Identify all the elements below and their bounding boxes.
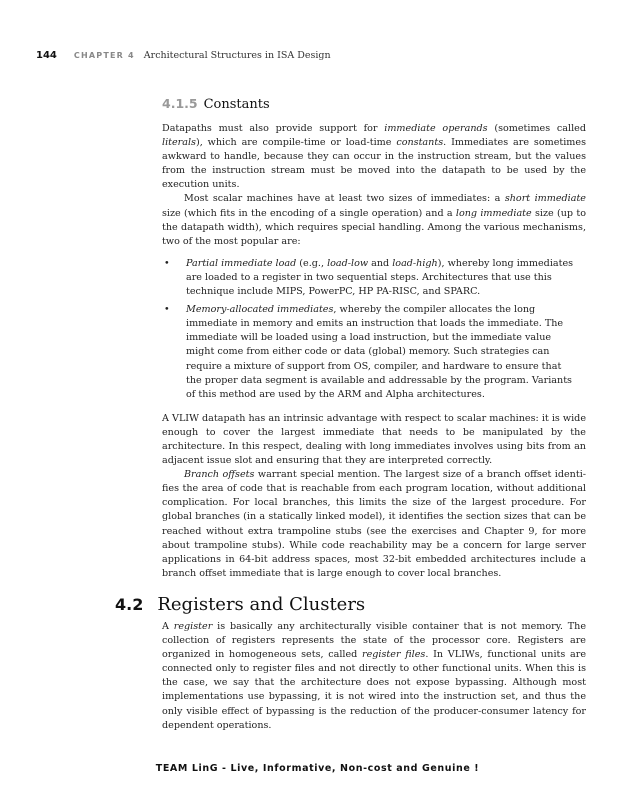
section-heading-4-2 (115, 594, 595, 615)
paragraph-immediate-sizes: Most scalar machines have at least two sizes of immediates: a short immediate size (which fits in the encoding of a single operation) and a long immediate size (up to the datapath width), which requires special handling. Among the various mechanisms, two of the most popular are: (162, 193, 586, 247)
subsection-heading (162, 96, 586, 112)
bullet-marker: • (164, 304, 170, 316)
bullet-marker: • (164, 257, 170, 269)
running-title: Architectural Structures in ISA Design (143, 50, 331, 61)
list-item: • Partial immediate load (e.g., load-low and load-high), whereby long immediates are loaded to a register in two sequential steps. Architectures that use this technique include MIPS, PowerPC, HP PA-RISC, and SPARC. (164, 257, 574, 298)
section-4-1-5 (162, 96, 586, 112)
running-header (36, 50, 596, 61)
chapter-label: CHAPTER 4 (73, 51, 135, 60)
section-4-1-5-body (162, 122, 586, 581)
section-number: 4.2 (115, 595, 144, 614)
list-item: • Memory-allocated immediates, whereby the compiler allocates the long immediate in memory and emits an instruction that loads the immediate. The immediate will be loaded using a load instruction, but the immediate value might come from either code or data (global) memory. Such strategies can require a mixture of support from OS, compiler, and hardware to ensure that the proper data segment is available and addressable by the program. Variants of this method are used by the ARM and Alpha architectures. (164, 304, 572, 400)
footer-banner: TEAM LinG - Live, Informative, Non-cost and Genuine ! (155, 763, 480, 774)
mechanisms-list (162, 257, 586, 402)
paragraph-registers: A register is basically any architecturally visible container that is not memory. The collection of registers represents the state of the processor core. Registers are organized in homogeneous sets, called register files. In VLIWs, functional units are connected only to register files and not directly to other functional units. When this is the case, we say that the architecture does not expose bypassing. Although most implementations use bypassing, it is not wired into the instruction set, and thus the only visible effect of bypassing is the reduction of the producer-consumer latency for dependent operations. (162, 621, 586, 731)
paragraph-vliw-datapath: A VLIW datapath has an intrinsic advantage with respect to scalar machines: it is wide enough to cover the largest immediate that needs to be manipulated by the architecture. In this respect, dealing with long immediates involves using bits from an adjacent issue slot and ensuring that they are interpreted correctly. (162, 412, 586, 467)
section-title: Registers and Clusters (157, 594, 366, 615)
subsection-number: 4.1.5 (162, 96, 198, 111)
paragraph-branch-offsets: Branch offsets warrant special mention. The largest size of a branch offset identifies the area of code that is reachable from each program location, without additional complication. For local branches, this limits the size of the largest procedure. For global branches (in a statically linked model), it identifies the section sizes that can be reached without extra trampoline stubs (see the exercises and Chapter 9, for more about trampoline stubs). While code reachability may be a concern for large server applications in 64-bit address spaces, most 32-bit embedded architectures include a branch offset immediate that is large enough to cover local branches. (162, 469, 587, 579)
section-4-2-body (162, 620, 586, 733)
page-number: 144 (36, 50, 57, 61)
paragraph-immediates-intro: Datapaths must also provide support for immediate operands (sometimes called literals), which are compile-time or load-time constants. Immediates are sometimes awkward to handle, because they can occur in the instruction stream, but the values from the instruction stream must be moved into the datapath to be used by the execution units. (162, 123, 587, 191)
subsection-title: Constants (203, 97, 270, 112)
